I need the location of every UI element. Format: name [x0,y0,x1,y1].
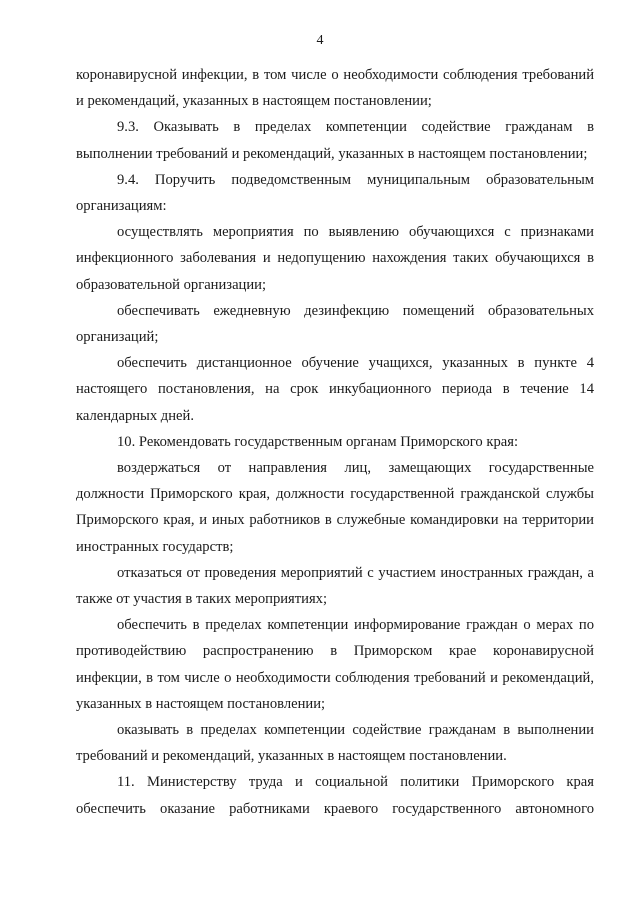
paragraph-distance-learning: обеспечить дистанционное обучение учащихся, указанных в пункте 4 настоящего постановления, на срок инкубационного периода в течение 14 календарных дней. [76,355,594,424]
page-number: 4 [316,33,324,48]
paragraph-11: 11. Министерству труда и социальной политики Приморского края обеспечить оказание работниками краевого государственного автономного [76,774,594,817]
paragraph-infection-compliance: коронавирусной инфекции, в том числе о необходимости соблюдения требований и рекомендаций, указанных в настоящем постановлении; [76,67,594,110]
document-body [76,62,594,822]
paragraph-9-4: 9.4. Поручить подведомственным муниципальным образовательным организациям: [76,171,594,215]
paragraph-foreign-events: отказаться от проведения мероприятий с участием иностранных граждан, а также от участия в таких мероприятиях; [76,564,594,608]
paragraph-10: 10. Рекомендовать государственным органам Приморского края: [117,433,518,450]
paragraph-informing-citizens: обеспечить в пределах компетенции информирование граждан о мерах по противодействию распространению в Приморском крае коронавирусной инфекции, в том числе о необходимости соблюдения требований и рекомендаций, указанных в настоящем постановлении; [76,617,594,712]
paragraph-assistance: оказывать в пределах компетенции содействие гражданам в выполнении требований и рекомендаций, указанных в настоящем постановлении. [76,722,594,765]
paragraph-9-3: 9.3. Оказывать в пределах компетенции содействие гражданам в выполнении требований и рекомендаций, указанных в настоящем постановлении; [76,119,594,162]
paragraph-disinfection: обеспечивать ежедневную дезинфекцию помещений образовательных организаций; [76,302,594,346]
paragraph-business-trips: воздержаться от направления лиц, замещающих государственные должности Приморского края, должности государственной гражданской службы Приморского края, и иных работников в служебные командировки на территории иностранных государств; [76,460,594,555]
paragraph-detect-students: осуществлять мероприятия по выявлению обучающихся с признаками инфекционного заболевания и недопущению нахождения таких обучающихся в образовательной организации; [76,224,594,293]
